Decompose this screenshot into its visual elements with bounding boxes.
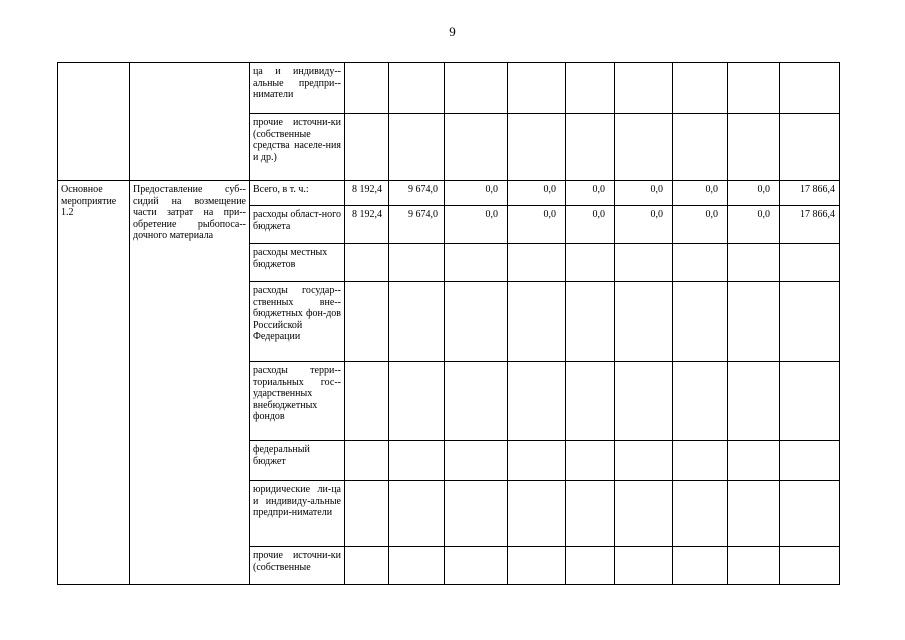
value-cell (673, 547, 728, 585)
value-cell (389, 114, 445, 181)
funding-source-cell: Всего, в т. ч.: (250, 181, 345, 206)
funding-source-cell: расходы област-ного бюджета (250, 206, 345, 244)
value-cell (728, 547, 780, 585)
value-cell (389, 441, 445, 481)
value-cell: 8 192,4 (345, 206, 389, 244)
value-cell (615, 282, 673, 362)
value-cell (780, 441, 840, 481)
value-cell (566, 63, 615, 114)
funding-source-cell: юридические ли-ца и индивиду-альные предпри-ниматели (250, 481, 345, 547)
funding-source-cell: расходы терри-ториальных гос-ударственных внебюджетных фондов (250, 362, 345, 441)
value-cell (780, 547, 840, 585)
continued-event-cell (58, 63, 130, 181)
value-cell (566, 244, 615, 282)
value-cell (566, 282, 615, 362)
value-cell (445, 547, 508, 585)
value-cell (673, 63, 728, 114)
value-cell (566, 481, 615, 547)
value-cell (345, 547, 389, 585)
value-cell: 0,0 (508, 206, 566, 244)
value-cell: 0,0 (508, 181, 566, 206)
value-cell (445, 362, 508, 441)
value-cell: 0,0 (728, 181, 780, 206)
value-cell (728, 282, 780, 362)
value-cell (445, 481, 508, 547)
value-cell (615, 481, 673, 547)
value-cell (615, 244, 673, 282)
funding-source-cell: расходы государ-ственных вне-бюджетных фон-дов Российской Федерации (250, 282, 345, 362)
value-cell: 8 192,4 (345, 181, 389, 206)
value-cell (780, 63, 840, 114)
value-cell (673, 114, 728, 181)
value-cell (508, 362, 566, 441)
value-cell (445, 282, 508, 362)
value-cell (566, 441, 615, 481)
value-cell (780, 244, 840, 282)
value-cell: 0,0 (445, 181, 508, 206)
value-cell (445, 63, 508, 114)
funding-source-cell: расходы местных бюджетов (250, 244, 345, 282)
funding-source-cell: федеральный бюджет (250, 441, 345, 481)
value-cell (389, 362, 445, 441)
value-cell (615, 114, 673, 181)
value-cell (566, 547, 615, 585)
value-cell (780, 114, 840, 181)
value-cell (728, 362, 780, 441)
value-cell (780, 282, 840, 362)
value-cell (673, 441, 728, 481)
value-cell (345, 362, 389, 441)
value-cell (345, 63, 389, 114)
value-cell (508, 244, 566, 282)
value-cell (345, 282, 389, 362)
value-cell (445, 114, 508, 181)
value-cell (728, 481, 780, 547)
funding-source-cell: прочие источни-ки (собственные средства населе-ния и др.) (250, 114, 345, 181)
funding-source-cell: прочие источни-ки (собственные (250, 547, 345, 585)
value-cell (445, 244, 508, 282)
value-cell (728, 114, 780, 181)
value-cell: 0,0 (673, 181, 728, 206)
value-cell (445, 441, 508, 481)
value-cell (389, 547, 445, 585)
continued-description-cell (130, 63, 250, 181)
value-cell: 0,0 (566, 181, 615, 206)
value-cell (345, 481, 389, 547)
value-cell (673, 244, 728, 282)
value-cell (673, 481, 728, 547)
value-cell: 0,0 (673, 206, 728, 244)
value-cell (728, 244, 780, 282)
value-cell (673, 282, 728, 362)
value-cell (780, 481, 840, 547)
value-cell (345, 244, 389, 282)
value-cell (566, 362, 615, 441)
value-cell (615, 362, 673, 441)
value-cell: 0,0 (728, 206, 780, 244)
page-number: 9 (449, 24, 456, 39)
value-cell: 0,0 (566, 206, 615, 244)
value-cell (566, 114, 615, 181)
value-cell (345, 114, 389, 181)
table-row (58, 63, 840, 114)
value-cell (508, 481, 566, 547)
value-cell (673, 362, 728, 441)
value-cell: 9 674,0 (389, 206, 445, 244)
value-cell: 17 866,4 (780, 206, 840, 244)
value-cell (728, 441, 780, 481)
value-cell: 9 674,0 (389, 181, 445, 206)
value-cell: 0,0 (615, 181, 673, 206)
value-cell (780, 362, 840, 441)
value-cell (389, 481, 445, 547)
value-cell (508, 547, 566, 585)
value-cell (728, 63, 780, 114)
event-name-cell: Основное мероприятие 1.2 (58, 181, 130, 585)
value-cell (508, 441, 566, 481)
budget-table (57, 62, 840, 585)
value-cell (389, 282, 445, 362)
value-cell (508, 63, 566, 114)
value-cell (508, 114, 566, 181)
event-description-cell: Предоставление суб-сидий на возмещение части затрат на при-обретение рыбопоса-дочного материала (130, 181, 250, 585)
value-cell (389, 63, 445, 114)
value-cell (345, 441, 389, 481)
value-cell: 0,0 (445, 206, 508, 244)
value-cell: 17 866,4 (780, 181, 840, 206)
funding-source-cell: ца и индивиду-альные предпри-ниматели (250, 63, 345, 114)
value-cell (508, 282, 566, 362)
value-cell (615, 441, 673, 481)
value-cell: 0,0 (615, 206, 673, 244)
value-cell (389, 244, 445, 282)
value-cell (615, 547, 673, 585)
table-row (58, 181, 840, 206)
value-cell (615, 63, 673, 114)
